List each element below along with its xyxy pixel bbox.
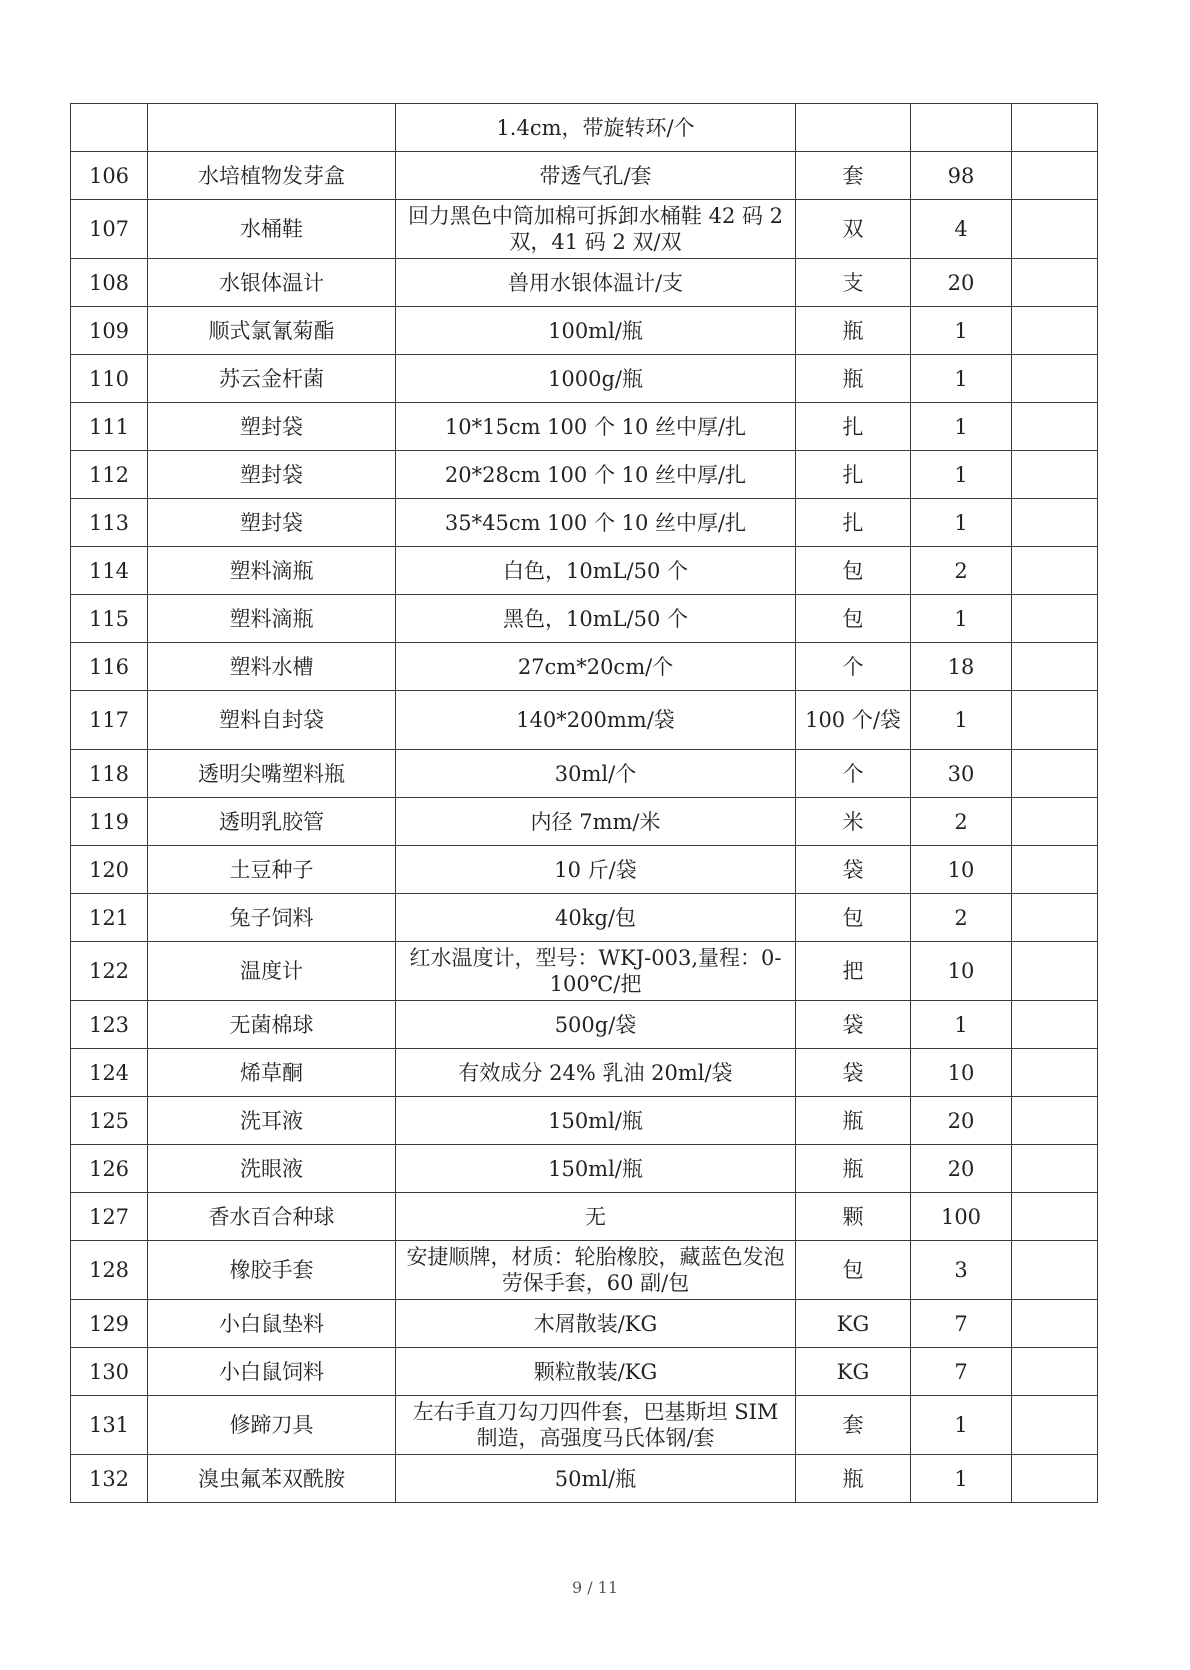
cell-item-no: 125	[71, 1097, 148, 1145]
cell-item-extra	[1012, 1300, 1098, 1348]
cell-item-name: 塑料滴瓶	[148, 595, 396, 643]
cell-item-no: 121	[71, 894, 148, 942]
cell-item-spec: 40kg/包	[396, 894, 796, 942]
table-row	[71, 152, 1098, 200]
cell-item-name: 顺式氯氰菊酯	[148, 307, 396, 355]
cell-item-unit: 包	[796, 595, 911, 643]
cell-item-no: 132	[71, 1455, 148, 1503]
cell-item-no: 131	[71, 1396, 148, 1455]
cell-item-spec: 无	[396, 1193, 796, 1241]
cell-item-no: 130	[71, 1348, 148, 1396]
cell-item-name: 兔子饲料	[148, 894, 396, 942]
table-row	[71, 200, 1098, 259]
cell-item-spec: 回力黑色中筒加棉可拆卸水桶鞋 42 码 2 双，41 码 2 双/双	[396, 200, 796, 259]
cell-item-name: 塑封袋	[148, 499, 396, 547]
cell-item-qty: 1	[911, 451, 1012, 499]
cell-item-spec: 35*45cm 100 个 10 丝中厚/扎	[396, 499, 796, 547]
cell-item-extra	[1012, 259, 1098, 307]
table-row	[71, 499, 1098, 547]
cell-item-name: 洗眼液	[148, 1145, 396, 1193]
cell-item-spec: 带透气孔/套	[396, 152, 796, 200]
cell-item-qty: 1	[911, 1396, 1012, 1455]
table-row	[71, 307, 1098, 355]
cell-item-unit: 袋	[796, 846, 911, 894]
cell-item-spec: 红水温度计，型号：WKJ-003,量程：0-100℃/把	[396, 942, 796, 1001]
cell-item-no: 107	[71, 200, 148, 259]
cell-item-unit: 瓶	[796, 307, 911, 355]
cell-item-qty: 30	[911, 750, 1012, 798]
table-row	[71, 104, 1098, 152]
cell-item-qty: 1	[911, 595, 1012, 643]
cell-item-qty: 10	[911, 942, 1012, 1001]
cell-item-qty: 1	[911, 691, 1012, 750]
table-row	[71, 595, 1098, 643]
cell-item-spec: 颗粒散装/KG	[396, 1348, 796, 1396]
table-row	[71, 1001, 1098, 1049]
cell-item-qty: 100	[911, 1193, 1012, 1241]
cell-item-extra	[1012, 1241, 1098, 1300]
cell-item-no: 109	[71, 307, 148, 355]
cell-item-name: 香水百合种球	[148, 1193, 396, 1241]
cell-item-unit: 扎	[796, 451, 911, 499]
table-row	[71, 1348, 1098, 1396]
cell-item-extra	[1012, 1049, 1098, 1097]
cell-item-name: 土豆种子	[148, 846, 396, 894]
cell-item-extra	[1012, 547, 1098, 595]
cell-item-name: 塑料自封袋	[148, 691, 396, 750]
cell-item-name: 水银体温计	[148, 259, 396, 307]
cell-item-unit: 包	[796, 894, 911, 942]
cell-item-qty: 20	[911, 1097, 1012, 1145]
cell-item-unit: 米	[796, 798, 911, 846]
cell-item-unit: 支	[796, 259, 911, 307]
cell-item-no: 114	[71, 547, 148, 595]
cell-item-qty: 10	[911, 846, 1012, 894]
cell-item-extra	[1012, 691, 1098, 750]
cell-item-qty: 1	[911, 403, 1012, 451]
cell-item-no: 113	[71, 499, 148, 547]
table-row	[71, 846, 1098, 894]
table-row	[71, 1455, 1098, 1503]
table-row	[71, 1300, 1098, 1348]
cell-item-qty: 7	[911, 1300, 1012, 1348]
cell-item-spec: 兽用水银体温计/支	[396, 259, 796, 307]
cell-item-extra	[1012, 104, 1098, 152]
cell-item-unit: 100 个/袋	[796, 691, 911, 750]
cell-item-unit: KG	[796, 1348, 911, 1396]
cell-item-unit: KG	[796, 1300, 911, 1348]
cell-item-name: 修蹄刀具	[148, 1396, 396, 1455]
table-row	[71, 942, 1098, 1001]
cell-item-unit: 包	[796, 1241, 911, 1300]
table-row	[71, 750, 1098, 798]
cell-item-unit: 把	[796, 942, 911, 1001]
cell-item-name	[148, 104, 396, 152]
cell-item-extra	[1012, 1097, 1098, 1145]
table-row	[71, 691, 1098, 750]
cell-item-name: 透明尖嘴塑料瓶	[148, 750, 396, 798]
cell-item-spec: 140*200mm/袋	[396, 691, 796, 750]
cell-item-spec: 30ml/个	[396, 750, 796, 798]
cell-item-no: 122	[71, 942, 148, 1001]
cell-item-spec: 1000g/瓶	[396, 355, 796, 403]
cell-item-extra	[1012, 499, 1098, 547]
cell-item-unit: 扎	[796, 499, 911, 547]
cell-item-unit: 瓶	[796, 1145, 911, 1193]
cell-item-unit: 袋	[796, 1049, 911, 1097]
cell-item-qty: 20	[911, 1145, 1012, 1193]
cell-item-name: 水培植物发芽盒	[148, 152, 396, 200]
cell-item-no: 127	[71, 1193, 148, 1241]
cell-item-spec: 10*15cm 100 个 10 丝中厚/扎	[396, 403, 796, 451]
table-row	[71, 259, 1098, 307]
cell-item-name: 塑封袋	[148, 451, 396, 499]
cell-item-no: 106	[71, 152, 148, 200]
cell-item-unit: 瓶	[796, 355, 911, 403]
cell-item-no: 129	[71, 1300, 148, 1348]
table-row	[71, 1097, 1098, 1145]
cell-item-extra	[1012, 152, 1098, 200]
table-row	[71, 355, 1098, 403]
cell-item-no: 110	[71, 355, 148, 403]
cell-item-name: 塑料水槽	[148, 643, 396, 691]
cell-item-unit: 包	[796, 547, 911, 595]
cell-item-unit: 瓶	[796, 1455, 911, 1503]
cell-item-qty: 1	[911, 355, 1012, 403]
cell-item-qty: 3	[911, 1241, 1012, 1300]
cell-item-extra	[1012, 750, 1098, 798]
table-row	[71, 1145, 1098, 1193]
cell-item-qty: 98	[911, 152, 1012, 200]
cell-item-name: 水桶鞋	[148, 200, 396, 259]
cell-item-extra	[1012, 1001, 1098, 1049]
cell-item-no: 108	[71, 259, 148, 307]
cell-item-unit: 颗	[796, 1193, 911, 1241]
cell-item-extra	[1012, 1193, 1098, 1241]
table-row	[71, 1193, 1098, 1241]
cell-item-qty	[911, 104, 1012, 152]
cell-item-spec: 白色，10mL/50 个	[396, 547, 796, 595]
table-row	[71, 1241, 1098, 1300]
cell-item-spec: 150ml/瓶	[396, 1097, 796, 1145]
table-row	[71, 894, 1098, 942]
table-row	[71, 547, 1098, 595]
cell-item-extra	[1012, 1348, 1098, 1396]
cell-item-spec: 150ml/瓶	[396, 1145, 796, 1193]
cell-item-qty: 1	[911, 307, 1012, 355]
cell-item-unit: 袋	[796, 1001, 911, 1049]
cell-item-spec: 黑色，10mL/50 个	[396, 595, 796, 643]
cell-item-name: 塑料滴瓶	[148, 547, 396, 595]
cell-item-no	[71, 104, 148, 152]
cell-item-name: 温度计	[148, 942, 396, 1001]
cell-item-extra	[1012, 942, 1098, 1001]
cell-item-qty: 20	[911, 259, 1012, 307]
cell-item-unit: 套	[796, 1396, 911, 1455]
cell-item-extra	[1012, 451, 1098, 499]
cell-item-no: 118	[71, 750, 148, 798]
cell-item-no: 123	[71, 1001, 148, 1049]
cell-item-no: 120	[71, 846, 148, 894]
cell-item-spec: 27cm*20cm/个	[396, 643, 796, 691]
cell-item-extra	[1012, 643, 1098, 691]
cell-item-extra	[1012, 200, 1098, 259]
cell-item-unit: 个	[796, 643, 911, 691]
cell-item-qty: 10	[911, 1049, 1012, 1097]
cell-item-spec: 有效成分 24% 乳油 20ml/袋	[396, 1049, 796, 1097]
cell-item-spec: 500g/袋	[396, 1001, 796, 1049]
cell-item-unit: 套	[796, 152, 911, 200]
cell-item-unit: 瓶	[796, 1097, 911, 1145]
cell-item-no: 115	[71, 595, 148, 643]
cell-item-no: 128	[71, 1241, 148, 1300]
cell-item-extra	[1012, 1396, 1098, 1455]
cell-item-extra	[1012, 1145, 1098, 1193]
cell-item-no: 126	[71, 1145, 148, 1193]
cell-item-qty: 2	[911, 798, 1012, 846]
cell-item-qty: 2	[911, 894, 1012, 942]
cell-item-qty: 18	[911, 643, 1012, 691]
cell-item-name: 塑封袋	[148, 403, 396, 451]
page-number: 9 / 11	[571, 1578, 619, 1597]
cell-item-qty: 2	[911, 547, 1012, 595]
cell-item-name: 溴虫氟苯双酰胺	[148, 1455, 396, 1503]
cell-item-spec: 50ml/瓶	[396, 1455, 796, 1503]
cell-item-name: 小白鼠垫料	[148, 1300, 396, 1348]
cell-item-spec: 内径 7mm/米	[396, 798, 796, 846]
cell-item-extra	[1012, 355, 1098, 403]
cell-item-no: 117	[71, 691, 148, 750]
table-row	[71, 1396, 1098, 1455]
cell-item-extra	[1012, 894, 1098, 942]
cell-item-no: 124	[71, 1049, 148, 1097]
cell-item-no: 116	[71, 643, 148, 691]
cell-item-no: 112	[71, 451, 148, 499]
cell-item-unit	[796, 104, 911, 152]
cell-item-spec: 安捷顺牌，材质：轮胎橡胶，藏蓝色发泡劳保手套，60 副/包	[396, 1241, 796, 1300]
cell-item-spec: 10 斤/袋	[396, 846, 796, 894]
table-row	[71, 451, 1098, 499]
items-table	[70, 103, 1098, 1503]
cell-item-extra	[1012, 307, 1098, 355]
cell-item-qty: 1	[911, 1001, 1012, 1049]
table-row	[71, 403, 1098, 451]
cell-item-name: 小白鼠饲料	[148, 1348, 396, 1396]
cell-item-name: 透明乳胶管	[148, 798, 396, 846]
cell-item-extra	[1012, 403, 1098, 451]
cell-item-no: 119	[71, 798, 148, 846]
cell-item-extra	[1012, 1455, 1098, 1503]
cell-item-unit: 扎	[796, 403, 911, 451]
items-table-body	[71, 104, 1098, 1503]
cell-item-qty: 1	[911, 499, 1012, 547]
table-row	[71, 798, 1098, 846]
cell-item-spec: 1.4cm，带旋转环/个	[396, 104, 796, 152]
table-row	[71, 643, 1098, 691]
cell-item-extra	[1012, 846, 1098, 894]
table-row	[71, 1049, 1098, 1097]
cell-item-qty: 7	[911, 1348, 1012, 1396]
cell-item-name: 橡胶手套	[148, 1241, 396, 1300]
cell-item-unit: 双	[796, 200, 911, 259]
cell-item-name: 洗耳液	[148, 1097, 396, 1145]
cell-item-extra	[1012, 595, 1098, 643]
cell-item-name: 苏云金杆菌	[148, 355, 396, 403]
cell-item-name: 无菌棉球	[148, 1001, 396, 1049]
cell-item-no: 111	[71, 403, 148, 451]
cell-item-qty: 1	[911, 1455, 1012, 1503]
cell-item-spec: 100ml/瓶	[396, 307, 796, 355]
cell-item-extra	[1012, 798, 1098, 846]
cell-item-name: 烯草酮	[148, 1049, 396, 1097]
cell-item-qty: 4	[911, 200, 1012, 259]
cell-item-spec: 木屑散装/KG	[396, 1300, 796, 1348]
cell-item-spec: 左右手直刀勾刀四件套，巴基斯坦 SIM 制造，高强度马氏体钢/套	[396, 1396, 796, 1455]
cell-item-spec: 20*28cm 100 个 10 丝中厚/扎	[396, 451, 796, 499]
cell-item-unit: 个	[796, 750, 911, 798]
